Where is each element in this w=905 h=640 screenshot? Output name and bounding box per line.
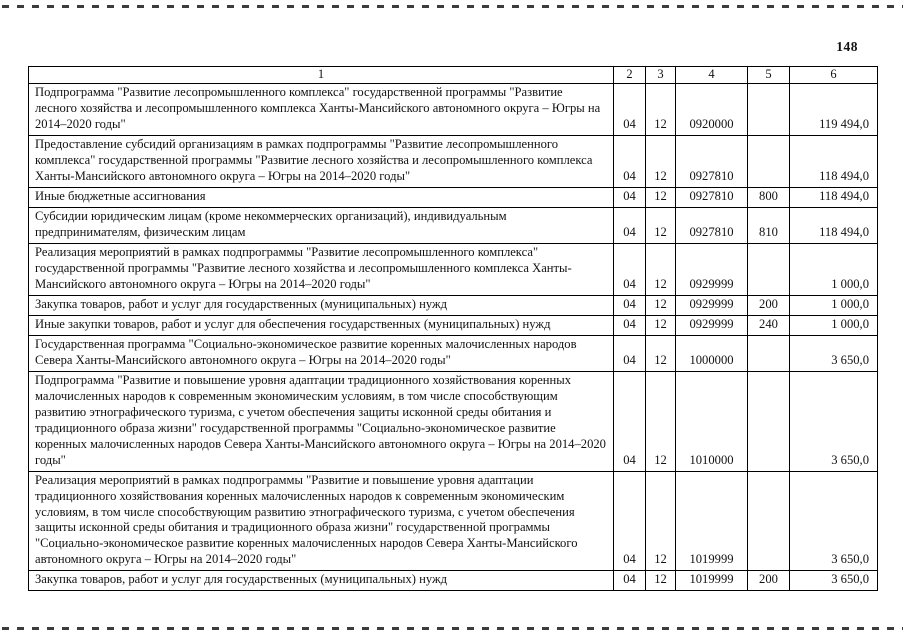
cell-vr: 240 bbox=[748, 315, 790, 335]
cell-vr bbox=[748, 371, 790, 471]
cell-name: Закупка товаров, работ и услуг для государственных (муниципальных) нужд bbox=[29, 295, 614, 315]
cell-name: Реализация мероприятий в рамках подпрограммы "Развитие и повышение уровня адаптации традиционного хозяйствования коренных малочисленных народов к современным экономическим условиям, в том числе способствующим развитию этнографического туризма, с учетом обеспечения защиты исконной среды обитания и традиционного образа жизни" государственной программы "Социально-экономическое развитие коренных малочисленных народов Севера Ханты-Мансийского автономного округа – Югры на 2014–2020 годы" bbox=[29, 471, 614, 571]
table-row bbox=[29, 243, 878, 295]
table-row bbox=[29, 135, 878, 187]
cell-name: Реализация мероприятий в рамках подпрограммы "Развитие лесопромышленного комплекса" государственной программы "Развитие лесного хозяйства и лесопромышленного комплекса Ханты-Мансийского автономного округа – Югры на 2014–2020 годы" bbox=[29, 243, 614, 295]
cell-csr: 0927810 bbox=[676, 207, 748, 243]
cell-rz: 04 bbox=[614, 335, 646, 371]
cell-csr: 1019999 bbox=[676, 471, 748, 571]
header-col-3: 3 bbox=[646, 67, 676, 84]
cell-sum: 1 000,0 bbox=[790, 295, 878, 315]
header-col-2: 2 bbox=[614, 67, 646, 84]
cell-name: Подпрограмма "Развитие и повышение уровня адаптации традиционного хозяйствования коренных малочисленных народов к современным экономическим условиям, в том числе способствующим развитию этнографического туризма, с учетом обеспечения защиты исконной среды обитания и традиционного образа жизни" государственной программы "Социально-экономическое развитие коренных малочисленных народов Севера Ханты-Мансийского автономного округа – Югры на 2014–2020 годы" bbox=[29, 371, 614, 471]
cell-csr: 1019999 bbox=[676, 571, 748, 591]
cell-name: Закупка товаров, работ и услуг для государственных (муниципальных) нужд bbox=[29, 571, 614, 591]
cell-pr: 12 bbox=[646, 135, 676, 187]
cell-pr: 12 bbox=[646, 83, 676, 135]
cell-pr: 12 bbox=[646, 315, 676, 335]
cell-rz: 04 bbox=[614, 135, 646, 187]
cell-name: Подпрограмма "Развитие лесопромышленного комплекса" государственной программы "Развитие лесного хозяйства и лесопромышленного комплекса Ханты-Мансийского автономного округа – Югры на 2014–2020 годы" bbox=[29, 83, 614, 135]
table-header-row bbox=[29, 67, 878, 84]
table-row bbox=[29, 371, 878, 471]
cell-csr: 0927810 bbox=[676, 135, 748, 187]
table-row bbox=[29, 315, 878, 335]
cell-sum: 119 494,0 bbox=[790, 83, 878, 135]
cell-csr: 0929999 bbox=[676, 295, 748, 315]
cell-name: Субсидии юридическим лицам (кроме некоммерческих организаций), индивидуальным предпринимателям, физическим лицам bbox=[29, 207, 614, 243]
cell-name: Иные бюджетные ассигнования bbox=[29, 187, 614, 207]
cell-rz: 04 bbox=[614, 371, 646, 471]
cell-name: Иные закупки товаров, работ и услуг для обеспечения государственных (муниципальных) нужд bbox=[29, 315, 614, 335]
cell-sum: 3 650,0 bbox=[790, 371, 878, 471]
cell-vr bbox=[748, 83, 790, 135]
cell-rz: 04 bbox=[614, 471, 646, 571]
cell-csr: 0929999 bbox=[676, 243, 748, 295]
cell-csr: 1010000 bbox=[676, 371, 748, 471]
table-row bbox=[29, 207, 878, 243]
cell-sum: 3 650,0 bbox=[790, 571, 878, 591]
page-number: 148 bbox=[836, 39, 858, 54]
cell-rz: 04 bbox=[614, 207, 646, 243]
cell-name: Государственная программа "Социально-экономическое развитие коренных малочисленных народов Севера Ханты-Мансийского автономного округа – Югры на 2014–2020 годы" bbox=[29, 335, 614, 371]
cell-pr: 12 bbox=[646, 471, 676, 571]
cell-pr: 12 bbox=[646, 295, 676, 315]
cell-pr: 12 bbox=[646, 243, 676, 295]
cell-name: Предоставление субсидий организациям в рамках подпрограммы "Развитие лесопромышленного комплекса" государственной программы "Развитие лесного хозяйства и лесопромышленного комплекса Ханты-Мансийского автономного округа – Югры на 2014–2020 годы" bbox=[29, 135, 614, 187]
cell-pr: 12 bbox=[646, 187, 676, 207]
header-col-6: 6 bbox=[790, 67, 878, 84]
cell-rz: 04 bbox=[614, 83, 646, 135]
cell-vr bbox=[748, 243, 790, 295]
table-row bbox=[29, 295, 878, 315]
perforation-edge-bottom bbox=[2, 627, 903, 630]
cell-rz: 04 bbox=[614, 295, 646, 315]
cell-sum: 118 494,0 bbox=[790, 207, 878, 243]
cell-csr: 0927810 bbox=[676, 187, 748, 207]
cell-sum: 3 650,0 bbox=[790, 471, 878, 571]
cell-pr: 12 bbox=[646, 571, 676, 591]
header-col-5: 5 bbox=[748, 67, 790, 84]
cell-sum: 118 494,0 bbox=[790, 135, 878, 187]
cell-rz: 04 bbox=[614, 315, 646, 335]
table-body bbox=[29, 83, 878, 591]
cell-sum: 118 494,0 bbox=[790, 187, 878, 207]
perforation-edge-top bbox=[2, 5, 903, 8]
cell-rz: 04 bbox=[614, 243, 646, 295]
cell-vr: 800 bbox=[748, 187, 790, 207]
cell-csr: 0929999 bbox=[676, 315, 748, 335]
cell-vr bbox=[748, 335, 790, 371]
cell-sum: 3 650,0 bbox=[790, 335, 878, 371]
cell-sum: 1 000,0 bbox=[790, 315, 878, 335]
header-col-4: 4 bbox=[676, 67, 748, 84]
table-row bbox=[29, 471, 878, 571]
table-row bbox=[29, 335, 878, 371]
cell-vr bbox=[748, 135, 790, 187]
cell-csr: 1000000 bbox=[676, 335, 748, 371]
cell-rz: 04 bbox=[614, 571, 646, 591]
table-header bbox=[29, 67, 878, 84]
header-col-1: 1 bbox=[29, 67, 614, 84]
cell-pr: 12 bbox=[646, 335, 676, 371]
cell-pr: 12 bbox=[646, 207, 676, 243]
cell-pr: 12 bbox=[646, 371, 676, 471]
cell-vr bbox=[748, 471, 790, 571]
cell-vr: 810 bbox=[748, 207, 790, 243]
table-row bbox=[29, 571, 878, 591]
cell-vr: 200 bbox=[748, 571, 790, 591]
table-row bbox=[29, 187, 878, 207]
cell-rz: 04 bbox=[614, 187, 646, 207]
cell-vr: 200 bbox=[748, 295, 790, 315]
cell-csr: 0920000 bbox=[676, 83, 748, 135]
budget-table bbox=[28, 66, 878, 591]
table-row bbox=[29, 83, 878, 135]
cell-sum: 1 000,0 bbox=[790, 243, 878, 295]
